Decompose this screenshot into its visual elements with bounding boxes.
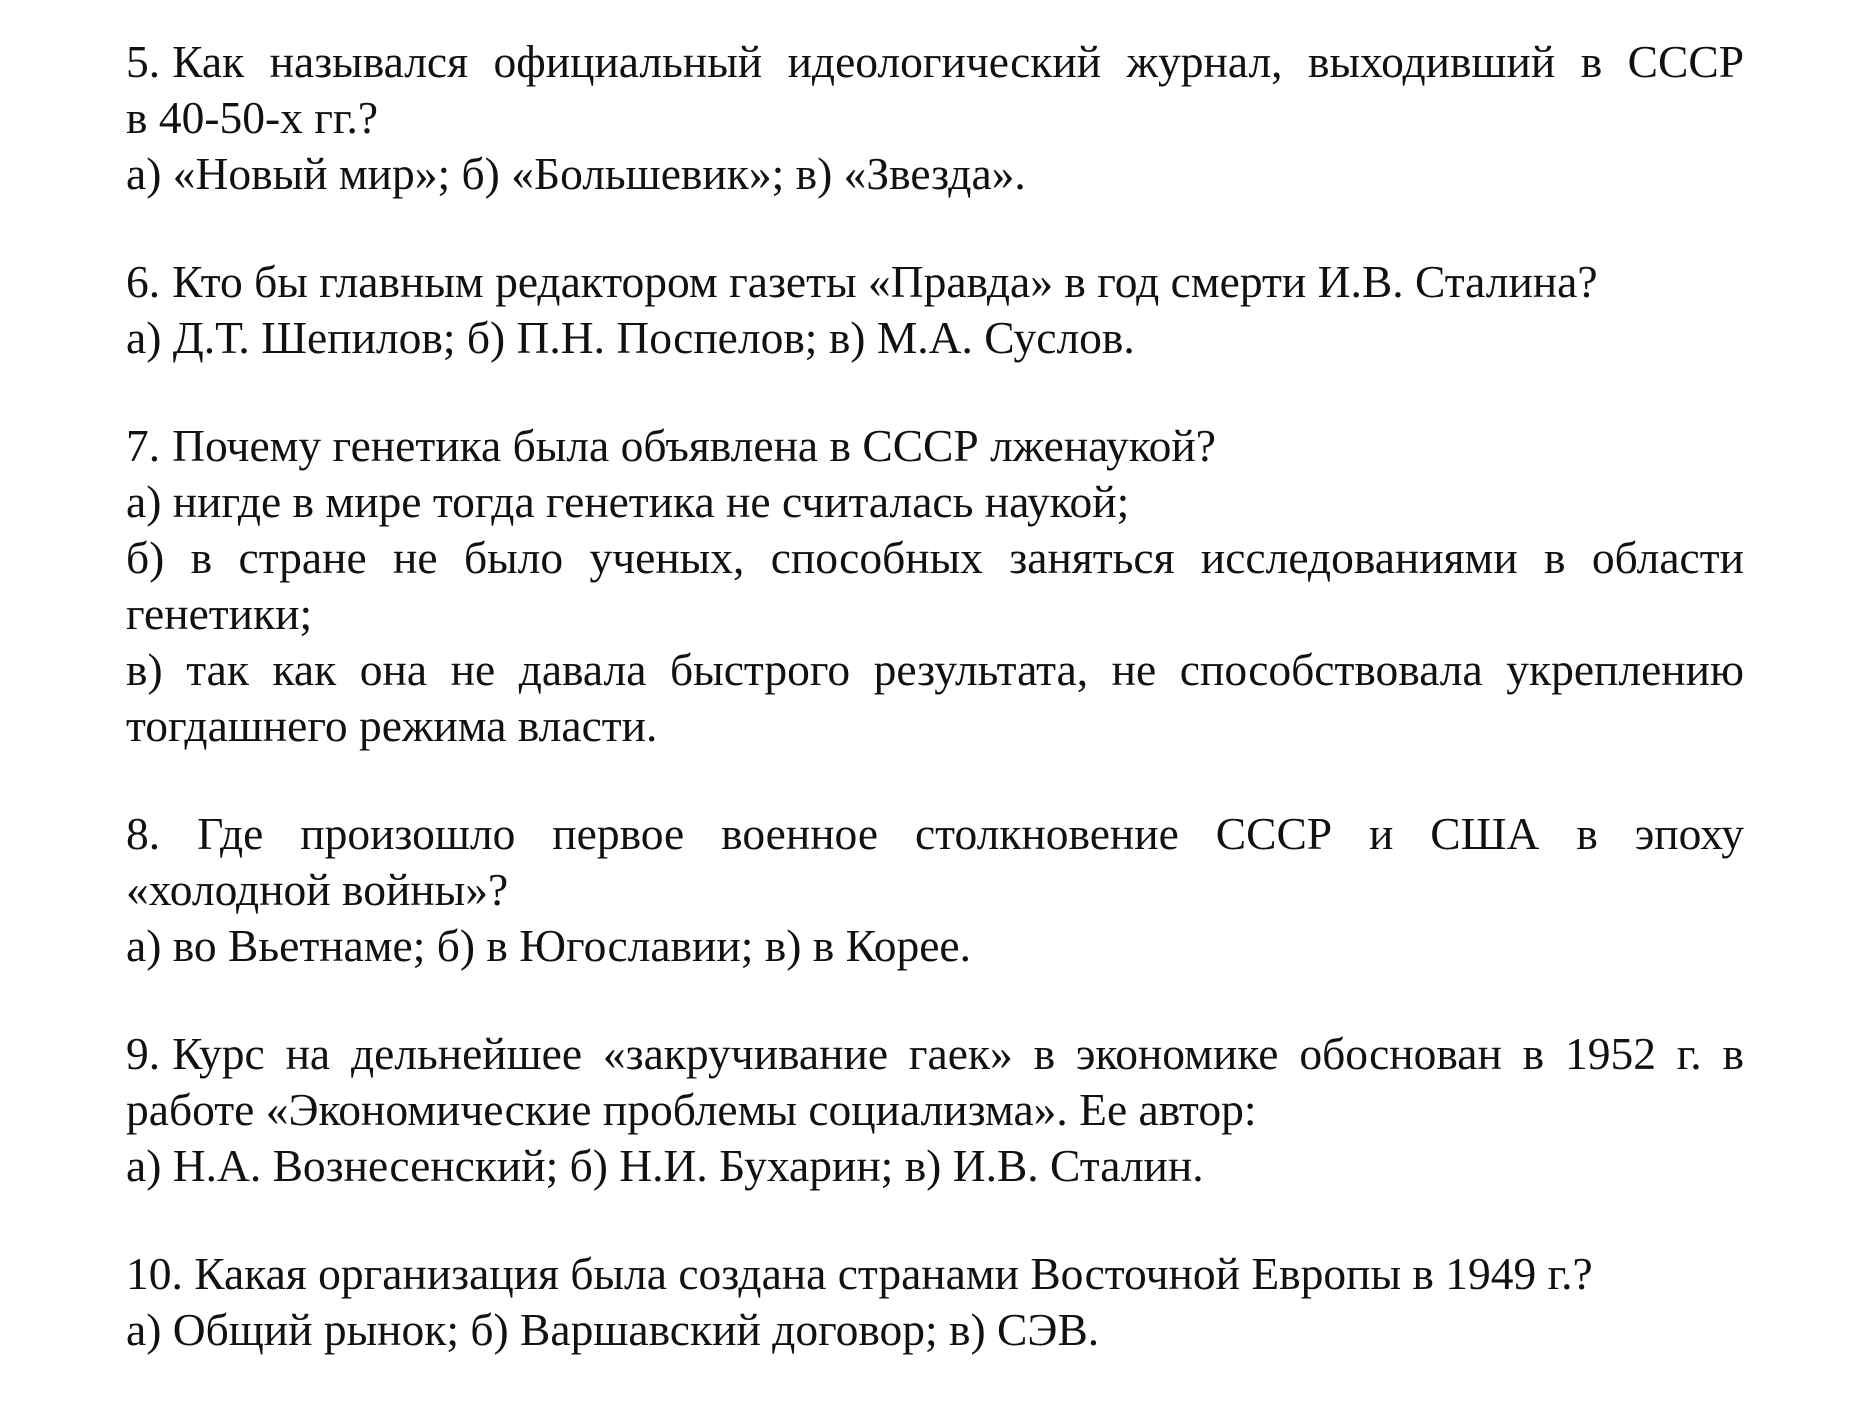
question-text: Кто бы главным редактором газеты «Правда» в год смерти И.В. Сталина? [172,256,1598,307]
question-8 [126,806,1744,974]
question-7-answer-a: а) нигде в мире тогда генетика не считалась наукой; [126,476,1130,527]
question-text: Курс на дельнейшее «закручивание гаек» в экономике обоснован в 1952 г. в [172,1028,1744,1079]
question-10-answers: а) Общий рынок; б) Варшавский договор; в) СЭВ. [126,1304,1100,1355]
question-9-line-2: работе «Экономические проблемы социализма». Ее автор: [126,1084,1257,1135]
question-8-line-2: «холодной войны»? [126,864,509,915]
question-number: 10. [126,1248,183,1299]
question-6 [126,254,1744,366]
question-text: Какая организация была создана странами Восточной Европы в 1949 г.? [194,1248,1593,1299]
question-7 [126,418,1744,754]
question-9-answers: а) Н.А. Вознесенский; б) Н.И. Бухарин; в) И.В. Сталин. [126,1140,1204,1191]
question-5 [126,34,1744,202]
question-number: 6. [126,256,161,307]
document-page [126,34,1744,1410]
question-5-line-1 [126,34,1744,90]
question-6-answers: а) Д.Т. Шепилов; б) П.Н. Поспелов; в) М.А. Суслов. [126,312,1135,363]
question-text: Почему генетика была объявлена в СССР лженаукой? [172,420,1216,471]
question-9 [126,1026,1744,1194]
question-5-answers: а) «Новый мир»; б) «Большевик»; в) «Звезда». [126,148,1026,199]
question-7-answer-b-cont: генетики; [126,588,313,639]
question-7-answer-c-cont: тогдашнего режима власти. [126,700,658,751]
question-7-answer-b: б) в стране не было ученых, способных заняться исследованиями в области [126,532,1744,583]
question-5-line-2: в 40-50-х гг.? [126,92,379,143]
question-6-line-1 [126,254,1744,310]
question-number: 8. [126,808,161,859]
question-7-line-1 [126,418,1744,474]
question-number: 9. [126,1028,161,1079]
question-7-answer-c: в) так как она не давала быстрого результата, не способствовала укреплению [126,644,1744,695]
question-8-line-1 [126,806,1744,862]
question-number: 5. [126,36,161,87]
question-text: Как назывался официальный идеологический журнал, выходивший в СССР [172,36,1744,87]
question-10-line-1 [126,1246,1744,1302]
question-10 [126,1246,1744,1358]
question-9-line-1 [126,1026,1744,1082]
question-8-answers: а) во Вьетнаме; б) в Югославии; в) в Корее. [126,920,971,971]
question-number: 7. [126,420,161,471]
question-text: Где произошло первое военное столкновение СССР и США в эпоху [197,808,1745,859]
